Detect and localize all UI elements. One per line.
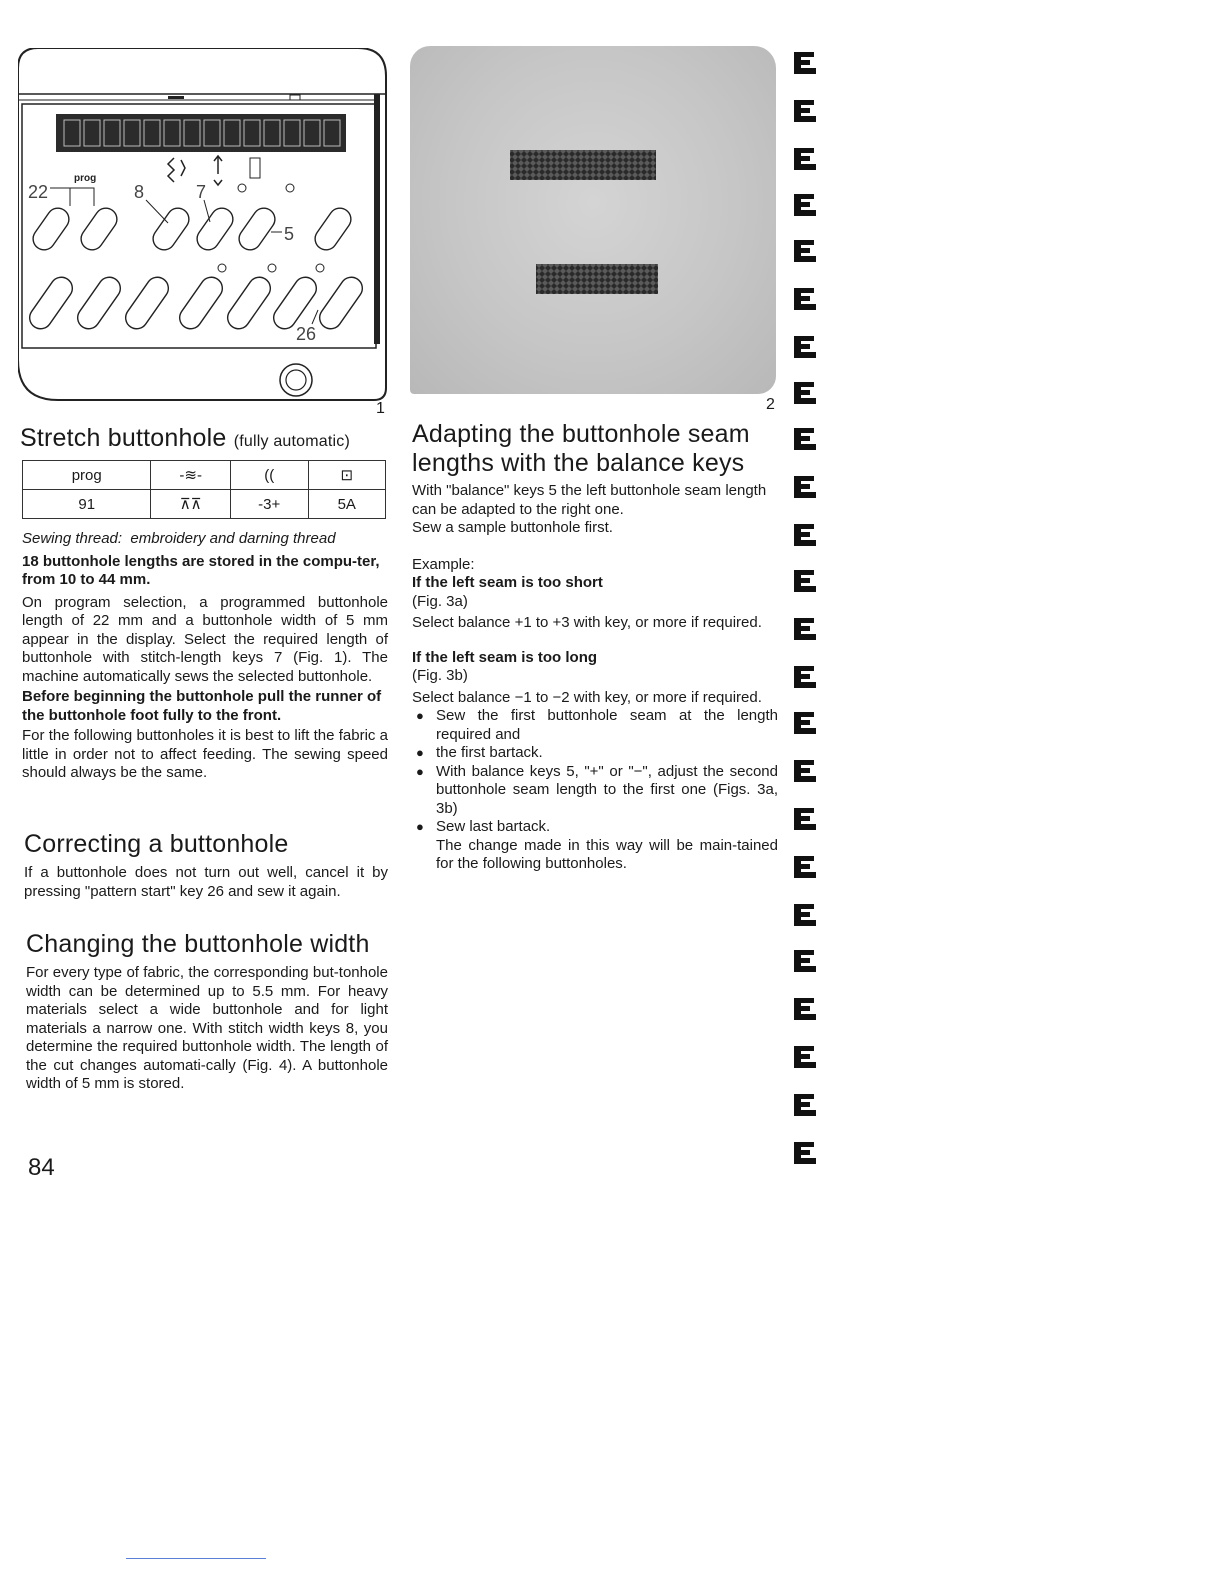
table-header: prog <box>23 461 151 490</box>
table-header: (( <box>230 461 308 490</box>
buttonhole-samples <box>410 46 776 394</box>
too-short-text: Select balance +1 to +3 with key, or more if required. <box>412 614 762 631</box>
thumb-tab-e-icon <box>792 240 818 262</box>
thumb-tab-e-icon <box>792 950 818 972</box>
panel-key <box>193 204 237 254</box>
buttonhole-lower <box>536 264 658 294</box>
stretch-buttonhole-title <box>20 424 400 456</box>
too-short-fig: (Fig. 3a) <box>412 592 468 610</box>
memory-key <box>121 273 172 333</box>
title-line-2: lengths with the balance keys <box>412 449 745 477</box>
list-item: ● Sew the first buttonhole seam at the length required and <box>412 707 778 744</box>
too-long-fig: (Fig. 3b) <box>412 667 468 684</box>
left-column-text <box>22 530 388 783</box>
thumb-tab-e-icon <box>792 194 818 216</box>
too-long-text: Select balance −1 to −2 with key, or more if required. <box>412 688 762 706</box>
thumb-tab-e-icon <box>792 1094 818 1116</box>
too-long-heading: If the left seam is too long <box>412 648 598 666</box>
figure-1-control-panel <box>18 48 388 410</box>
program-selection-paragraph: On program selection, a programmed buttonhole length of 22 mm and a buttonhole width of 5 mm appear in the display. Select the required length of buttonhole with stitch-length keys 7 (Fig. 1). The machine automatically sews the selected buttonhole. <box>22 593 388 685</box>
buttonhole-upper <box>510 150 656 180</box>
sewing-thread-line <box>22 530 388 549</box>
title-line-1: Adapting the buttonhole seam <box>412 420 750 448</box>
stored-lengths-note: 18 buttonhole lengths are stored in the compu-ter, from 10 to 44 mm. <box>22 552 380 588</box>
table-header: -≋- <box>151 461 231 490</box>
table-header: ⊡ <box>308 461 386 490</box>
callout-22: 22 <box>28 182 49 202</box>
table-header-row <box>23 461 386 490</box>
program-settings-table <box>22 460 386 519</box>
thumb-tab-e-icon <box>792 336 818 358</box>
runner-note: Before beginning the buttonhole pull the runner of the buttonhole foot fully to the front. <box>22 688 382 724</box>
panel-key <box>175 273 226 333</box>
thumb-tab-e-icon <box>792 476 818 498</box>
steps-list <box>412 707 778 837</box>
changing-width-text: For every type of fabric, the corresponding but-tonhole width can be determined up to 5.5 mm. For heavy materials select a wide buttonhole and for light materials a narrow one. With stitch width keys 8, you determine the required buttonhole width. The length of the cut changes automati-cally (Fig. 4). A buttonhole width of 5 mm is stored. <box>26 964 388 1092</box>
table-cell: ⊼⊼ <box>151 490 231 519</box>
thumb-tab-e-icon <box>792 666 818 688</box>
table-cell: 5A <box>308 490 386 519</box>
thumb-tab-e-icon <box>792 148 818 170</box>
title-text: Stretch buttonhole <box>20 424 227 452</box>
figure-2-number: 2 <box>766 396 775 413</box>
right-column-text <box>412 482 778 874</box>
correcting-buttonhole-text: If a buttonhole does not turn out well, cancel it by pressing "pattern start" key 26 and sew it again. <box>24 864 388 900</box>
page-number: 84 <box>28 1154 55 1181</box>
thumb-tab-e-icon <box>792 808 818 830</box>
mem-minus-key <box>73 273 124 333</box>
callout-26: 26 <box>296 324 317 344</box>
closing-note: The change made in this way will be main-tained for the following buttonholes. <box>436 836 778 872</box>
figure-1-number: 1 <box>376 400 385 417</box>
too-short-heading: If the left seam is too short <box>412 574 603 591</box>
thumb-tab-e-icon <box>792 856 818 878</box>
panel-key <box>29 204 73 254</box>
callout-8: 8 <box>134 182 145 202</box>
thumb-tab-e-icon <box>792 760 818 782</box>
panel-key <box>149 204 193 254</box>
list-item: ● Sew last bartack. <box>412 818 778 837</box>
thumb-tab-e-icon <box>792 1046 818 1068</box>
thumb-tab-e-icon <box>792 998 818 1020</box>
control-panel-drawing <box>18 48 388 410</box>
thumb-tab-e-icon <box>792 904 818 926</box>
list-item: ● the first bartack. <box>412 744 778 763</box>
following-buttonholes-paragraph: For the following buttonholes it is best to lift the fabric a little in order not to affect feeding. The sewing speed should always be the same. <box>22 727 388 781</box>
changing-width-title: Changing the buttonhole width <box>26 930 370 958</box>
thumb-tab-e-icon <box>792 100 818 122</box>
thumb-tab-e-icon <box>792 570 818 592</box>
sample-note: Sew a sample buttonhole first. <box>412 519 613 536</box>
thumb-tab-e-icon <box>792 288 818 310</box>
thumb-tab-e-icon <box>792 618 818 640</box>
thread-label: Sewing thread: <box>22 530 123 547</box>
title-small: (fully automatic) <box>233 433 351 450</box>
figure-2-buttonhole-photo <box>410 46 776 394</box>
thumb-tab-e-icon <box>792 382 818 404</box>
panel-key <box>235 204 279 254</box>
thumb-tab-e-icon <box>792 1142 818 1164</box>
callout-7: 7 <box>196 182 207 202</box>
table-row <box>23 490 386 519</box>
table-cell: 91 <box>23 490 151 519</box>
display-key <box>311 204 355 254</box>
balance-intro: With "balance" keys 5 the left buttonhole seam length can be adapted to the right one. <box>412 482 767 518</box>
panel-key <box>315 273 366 333</box>
correcting-buttonhole-title: Correcting a buttonhole <box>24 830 289 858</box>
table-cell: -3+ <box>230 490 308 519</box>
prog-label: prog <box>74 173 97 184</box>
thumb-tab-e-icon <box>792 428 818 450</box>
panel-key <box>223 273 274 333</box>
callout-5: 5 <box>284 224 295 244</box>
power-button <box>280 364 312 396</box>
thumb-tab-e-icon <box>792 524 818 546</box>
thumb-tab-e-icon <box>792 52 818 74</box>
thumb-tab-e-icon <box>792 712 818 734</box>
example-label: Example: <box>412 555 475 573</box>
top-key-row <box>29 204 355 254</box>
thread-value: embroidery and darning thread <box>130 530 336 547</box>
list-item: ● With balance keys 5, "+" or "−", adjust the second buttonhole seam length to the first one (Figs. 3a, 3b) <box>412 763 778 819</box>
mem-plus-key <box>25 273 76 333</box>
panel-key <box>77 204 121 254</box>
footer-rule <box>126 1558 266 1559</box>
adapting-seam-title <box>412 420 782 478</box>
